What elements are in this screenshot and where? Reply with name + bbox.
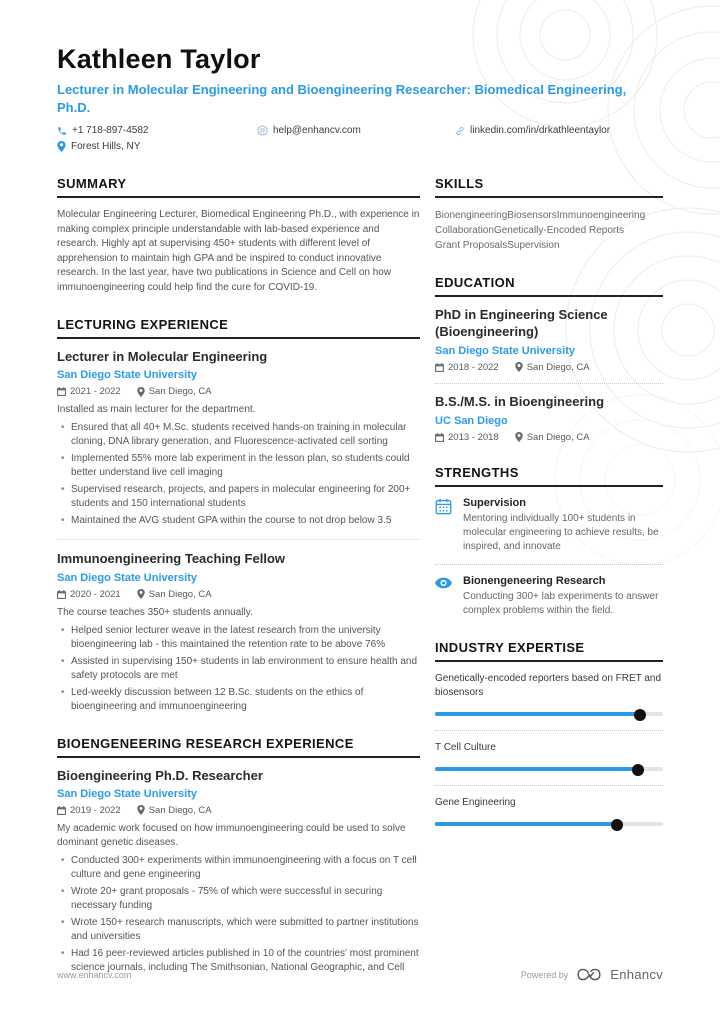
school-name: San Diego State University (435, 344, 575, 357)
skills-list (435, 208, 663, 253)
brand-name: Enhancv (610, 967, 663, 982)
research-experience-section (57, 736, 420, 975)
skill-tag: Biosensors (507, 210, 557, 222)
entry-title: Bioengineering Ph.D. Researcher (57, 767, 263, 783)
entry-bullet-list (57, 421, 420, 528)
expertise-divider (435, 785, 663, 786)
entry-dates: 2013 - 2018 (435, 432, 499, 443)
entry-title: Lecturer in Molecular Engineering (57, 349, 268, 365)
education-section (435, 275, 663, 443)
location-text: Forest Hills, NY (71, 141, 141, 153)
lecturing-experience-section (57, 317, 420, 714)
strength-item (435, 497, 663, 554)
contact-info (57, 125, 663, 152)
skills-section (435, 176, 663, 253)
link-icon (455, 126, 465, 136)
skill-tag: Grant Proposals (435, 240, 508, 252)
entry-company: San Diego State University (57, 571, 197, 584)
calendar-icon (57, 590, 66, 599)
strength-text: Conducting 300+ lab experiments to answer complex problems within the field. (463, 590, 659, 616)
bullet-item: • Maintained the AVG student GPA within the course to not drop below 3.5 (57, 514, 420, 528)
education-entry (435, 307, 663, 373)
lecturing-heading: LECTURING EXPERIENCE (57, 317, 420, 339)
calendar-icon (435, 363, 444, 372)
strengths-section (435, 465, 663, 618)
entry-dates: 2019 - 2022 (57, 805, 121, 816)
linkedin-url[interactable]: linkedin.com/in/drkathleentaylor (470, 125, 611, 137)
calendar-icon (435, 433, 444, 442)
skill-tag: Genetically-Encoded Reports (493, 225, 625, 237)
calendar-icon (435, 498, 452, 515)
left-column (57, 176, 420, 997)
bullet-item: • Conducted 300+ experiments within immunoengineering with a focus on T cell culture and gene engineering (57, 854, 420, 882)
entry-divider (435, 383, 663, 384)
bullet-item: • Helped senior lecturer weave in the latest research from the university bioengineering lab - this maintained the retention rate to be above 76% (57, 624, 420, 652)
experience-entry (57, 768, 420, 975)
enhancv-site-link[interactable]: www.enhancv.com (57, 969, 132, 980)
calendar-icon (57, 806, 66, 815)
email-contact[interactable] (257, 125, 455, 136)
expertise-divider (435, 730, 663, 731)
education-entry (435, 394, 663, 443)
degree-title: PhD in Engineering Science (Bioengineering) (435, 307, 608, 339)
strength-text: Mentoring individually 100+ students in molecular engineering to achieve results, be inspired, and innovate (463, 512, 659, 552)
email-icon (257, 125, 268, 136)
expertise-label: Gene Engineering (435, 796, 516, 808)
slider-knob[interactable] (632, 764, 644, 776)
location-pin-icon (137, 805, 145, 815)
skills-heading: SKILLS (435, 176, 663, 198)
entry-bullet-list (57, 854, 420, 975)
degree-title: B.S./M.S. in Bioengineering (435, 393, 605, 409)
entry-location: San Diego, CA (515, 362, 590, 373)
entry-description: My academic work focused on how immunoengineering could be used to solve dominant genetic diseases. (57, 822, 406, 848)
entry-title: Immunoengineering Teaching Fellow (57, 551, 286, 567)
phone-icon (57, 126, 67, 136)
phone-number: +1 718-897-4582 (72, 125, 149, 137)
bullet-item: • Wrote 20+ grant proposals - 75% of which were successful in securing necessary funding (57, 885, 420, 913)
entry-location: San Diego, CA (137, 386, 212, 397)
school-name: UC San Diego (435, 414, 508, 427)
summary-text: Molecular Engineering Lecturer, Biomedical Engineering Ph.D., with experience in making complex principle understandable with lab-based experience and research. Highly apt at supervising 450+ students with different level of apprehension to maintain high GPA and be inspired to conduct innovative research. In the last year, have two publications in Science and Cell on how immunoengineering could help find the cure for COVID-19. (57, 209, 420, 293)
powered-by-label: Powered by (520, 969, 569, 980)
location-pin-icon (57, 141, 66, 152)
entry-divider (57, 539, 420, 540)
entry-dates: 2021 - 2022 (57, 386, 121, 397)
bullet-item: • Ensured that all 40+ M.Sc. students received hands-on training in molecular cloning, DNA library generation, and Fluorescence-activated cell sorting (57, 421, 420, 449)
strength-title: Bionengeneering Research (463, 574, 606, 587)
entry-company: San Diego State University (57, 369, 197, 382)
page-footer (57, 967, 663, 982)
person-name: Kathleen Taylor (57, 44, 261, 74)
bullet-item: • Supervised research, projects, and papers in molecular engineering for 200+ students and 150 international students (57, 483, 420, 511)
research-heading: BIOENGENEERING RESEARCH EXPERIENCE (57, 736, 420, 758)
expertise-label: T Cell Culture (435, 741, 496, 753)
entry-description: Installed as main lecturer for the department. (57, 404, 256, 416)
expertise-item (435, 741, 663, 775)
enhancv-logo-icon (576, 967, 602, 982)
experience-entry (57, 551, 420, 713)
phone-contact (57, 125, 257, 136)
email-address[interactable]: help@enhancv.com (273, 125, 361, 137)
entry-company: San Diego State University (57, 787, 197, 800)
location-pin-icon (515, 432, 523, 442)
linkedin-contact[interactable] (455, 125, 663, 136)
skill-tag: Bionengineering (435, 210, 508, 222)
expertise-heading: INDUSTRY EXPERTISE (435, 640, 663, 662)
calendar-icon (57, 387, 66, 396)
entry-location: San Diego, CA (137, 589, 212, 600)
eye-icon (435, 577, 452, 589)
bullet-item: • Assisted in supervising 150+ students in lab environment to ensure health and safety protocols are met (57, 655, 420, 683)
expertise-label: Genetically-encoded reporters based on FRET and biosensors (435, 672, 662, 698)
powered-by (521, 967, 663, 982)
bullet-item: • Wrote 150+ research manuscripts, which were submitted to partner institutions and universities (57, 916, 420, 944)
job-headline: Lecturer in Molecular Engineering and Bioengineering Researcher: Biomedical Engineering, Ph.D. (57, 82, 627, 115)
summary-section (57, 176, 420, 295)
strength-title: Supervision (463, 496, 526, 509)
expertise-slider (435, 818, 663, 830)
bullet-item: • Led-weekly discussion between 12 B.Sc. students on the ethics of bioengineering and immunoengineering (57, 686, 420, 714)
experience-entry (57, 349, 420, 528)
expertise-slider (435, 708, 663, 720)
slider-fill (435, 712, 640, 716)
industry-expertise-section (435, 640, 663, 830)
bullet-item: • Implemented 55% more lab experiment in the lesson plan, so students could better understand live cell imaging (57, 452, 420, 480)
location-contact (57, 141, 257, 152)
skill-tag: Immunoengineering (556, 210, 646, 222)
slider-fill (435, 822, 617, 826)
strengths-heading: STRENGTHS (435, 465, 663, 487)
slider-knob[interactable] (634, 709, 646, 721)
strength-divider (435, 564, 663, 565)
skill-tag: Collaboration (435, 225, 494, 237)
entry-dates: 2020 - 2021 (57, 589, 121, 600)
expertise-slider (435, 763, 663, 775)
location-pin-icon (515, 362, 523, 372)
location-pin-icon (137, 387, 145, 397)
bullet-item: • Had 16 peer-reviewed articles published in 10 of the countries' most prominent science journals, including The Smithsonian, National Geographic, and Cell (57, 947, 420, 975)
skill-tag: Supervision (507, 240, 560, 252)
education-heading: EDUCATION (435, 275, 663, 297)
entry-description: The course teaches 350+ students annually. (57, 606, 253, 618)
right-column (435, 176, 663, 997)
summary-heading: SUMMARY (57, 176, 420, 198)
expertise-item (435, 672, 663, 720)
entry-location: San Diego, CA (137, 805, 212, 816)
slider-knob[interactable] (611, 819, 623, 831)
strength-item (435, 575, 663, 618)
expertise-item (435, 796, 663, 830)
resume-header (57, 44, 663, 152)
entry-dates: 2018 - 2022 (435, 362, 499, 373)
location-pin-icon (137, 589, 145, 599)
entry-location: San Diego, CA (515, 432, 590, 443)
entry-bullet-list (57, 624, 420, 714)
svg-text:@: @ (259, 128, 266, 135)
slider-fill (435, 767, 638, 771)
